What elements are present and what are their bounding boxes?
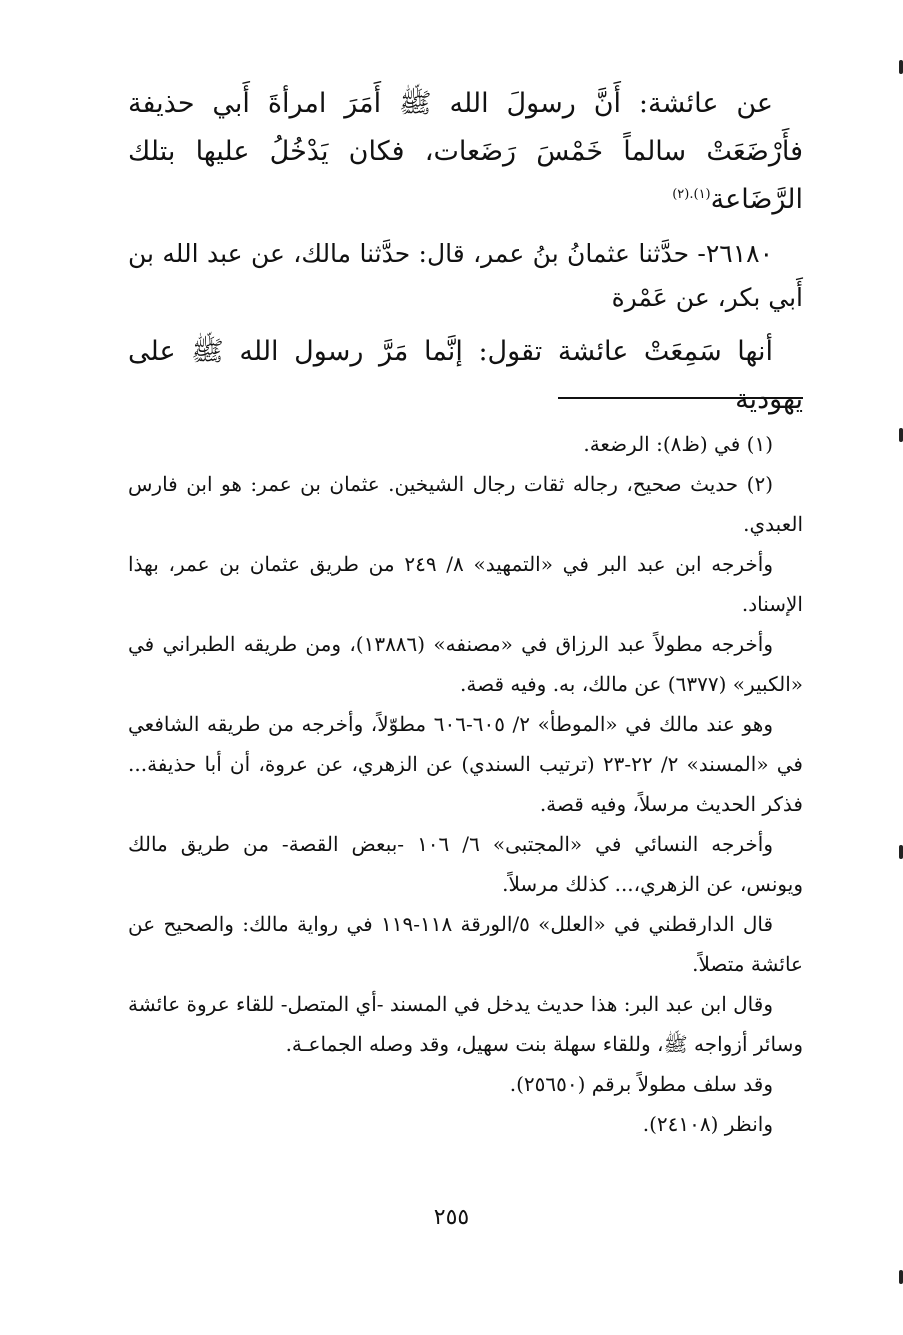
footnote-paragraph: وهو عند مالك في «الموطأ» ٢/ ٦٠٥-٦٠٦ مطوّلاً، وأخرجه من طريقه الشافعي في «المسند» ٢/ ٢٢-٢٣ (ترتيب السندي) عن الزهري، عن عروة، أن أبا حذيفة... فذكر الحديث مرسلاً، وفيه قصة.: [128, 712, 803, 816]
scan-edge-mark: [899, 60, 903, 74]
footnote-paragraph: وأخرجه مطولاً عبد الرزاق في «مصنفه» (١٣٨٨٦)، ومن طريقه الطبراني في «الكبير» (٦٣٧٧) عن مالك، به. وفيه قصة.: [128, 632, 803, 696]
hadith-text-paragraph: [128, 80, 803, 224]
footnote-paragraph: وأخرجه النسائي في «المجتبى» ٦/ ١٠٦ -ببعض القصة- من طريق مالك ويونس، عن الزهري،... كذلك مرسلاً.: [128, 832, 803, 896]
footnote-paragraph: وانظر (٢٤١٠٨).: [642, 1112, 773, 1136]
hadith-matn-paragraph: [128, 328, 803, 424]
scan-edge-mark: [899, 845, 903, 859]
footnote-paragraph: وقال ابن عبد البر: هذا حديث يدخل في المسند -أي المتصل- للقاء عروة عائشة وسائر أزواجه ﷺ، وللقاء سهلة بنت سهيل، وقد وصله الجماعـة.: [128, 992, 803, 1056]
hadith-text: عن عائشة: أَنَّ رسولَ الله ﷺ أَمَرَ امرأةَ أَبي حذيفة فأَرْضَعَتْ سالماً خَمْسَ رَضَعات، فكان يَدْخُلُ عليها بتلك الرَّضَاعة: [128, 88, 803, 215]
footnote-paragraph: (٢) حديث صحيح، رجاله ثقات رجال الشيخين. عثمان بن عمر: هو ابن فارس العبدي.: [128, 472, 803, 536]
footnotes-block: [128, 424, 803, 1144]
hadith-isnad-paragraph: [128, 232, 803, 320]
main-text-block: [128, 80, 803, 432]
footnote-paragraph: قال الدارقطني في «العلل» ٥/الورقة ١١٨-١١٩ في رواية مالك: والصحيح عن عائشة متصلاً.: [128, 912, 803, 976]
page-number: ٢٥٥: [433, 1205, 470, 1230]
footnote-divider: [558, 397, 803, 399]
hadith-isnad-text: ٢٦١٨٠- حدَّثنا عثمانُ بنُ عمر، قال: حدَّثنا مالك، عن عبد الله بن أَبي بكر، عن عَمْرة: [128, 239, 803, 312]
hadith-matn-text: أنها سَمِعَتْ عائشة تقول: إنَّما مَرَّ رسول الله ﷺ على يهودية: [128, 336, 803, 415]
scan-edge-mark: [899, 428, 903, 442]
footnote-paragraph: وأخرجه ابن عبد البر في «التمهيد» ٨/ ٢٤٩ من طريق عثمان بن عمر، بهذا الإسناد.: [128, 552, 803, 616]
footnote-markers: (١).(٢): [672, 187, 711, 202]
scan-edge-mark: [899, 1270, 903, 1284]
footnote-paragraph: (١) في (ظ٨): الرضعة.: [583, 432, 773, 456]
footnote-paragraph: وقد سلف مطولاً برقم (٢٥٦٥٠).: [509, 1072, 773, 1096]
